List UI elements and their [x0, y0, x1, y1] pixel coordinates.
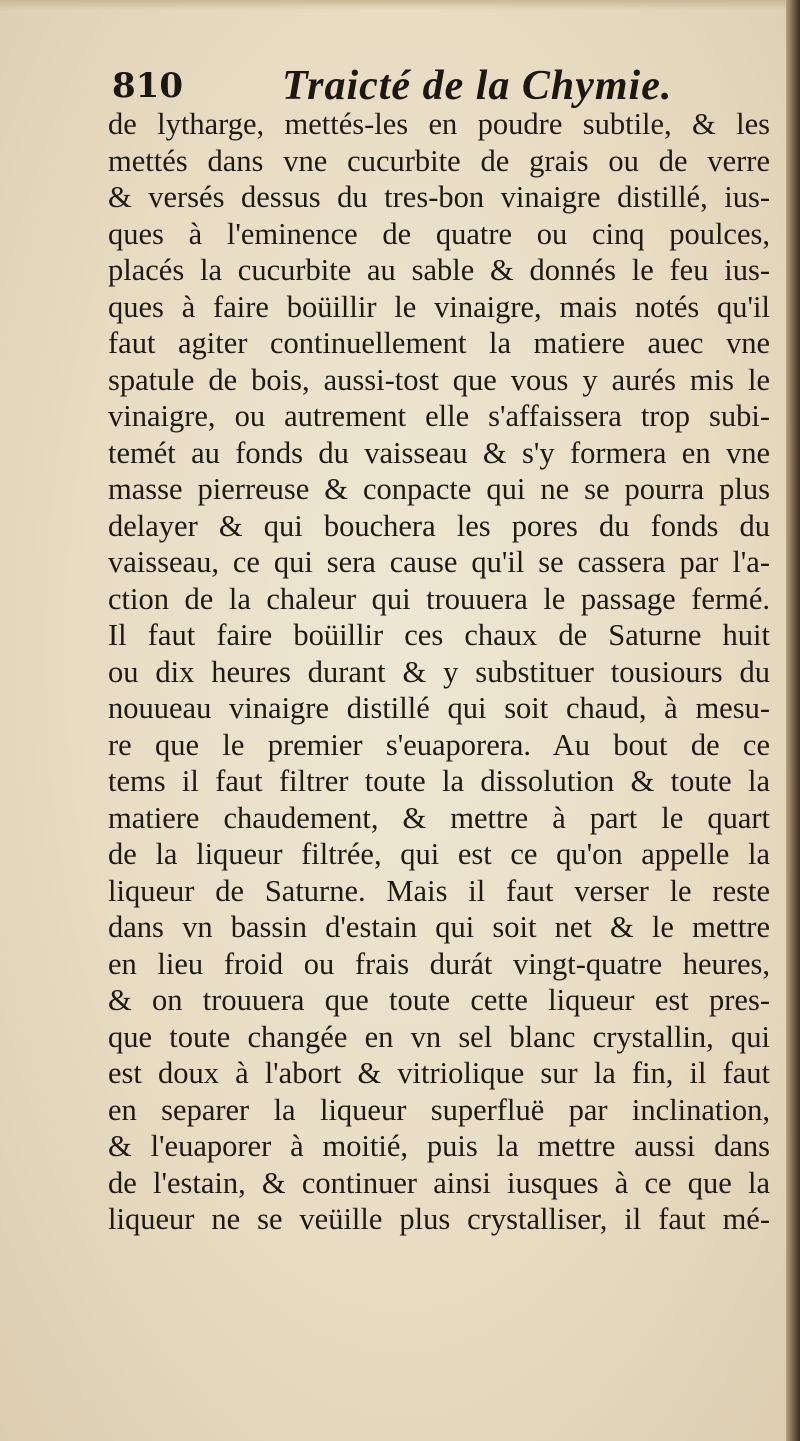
text-line: en lieu froid ou frais durát vingt-quatre heures,: [108, 946, 770, 981]
text-line: de lytharge, mettés-les en poudre subtile, & les: [108, 107, 770, 141]
text-line: & versés dessus du tres-bon vinaigre distillé, ius-: [108, 180, 770, 214]
text-line: tems il faut filtrer toute la dissolution & toute la: [108, 764, 770, 798]
text-line: est doux à l'abort & vitriolique sur la fin, il faut: [108, 1056, 770, 1090]
text-line: masse pierreuse & conpacte qui ne se pourra plus: [108, 472, 770, 506]
text-line: delayer & qui bouchera les pores du fonds du: [108, 508, 770, 543]
text-line: vinaigre, ou autrement elle s'affaissera trop subi-: [108, 399, 770, 433]
text-line: temét au fonds du vaisseau & s'y formera en vne: [108, 435, 770, 470]
page-number: 810: [112, 66, 183, 106]
text-line: ques à faire boüillir le vinaigre, mais notés qu'il: [108, 289, 770, 324]
text-line: & l'euaporer à moitié, puis la mettre aussi dans: [108, 1129, 770, 1163]
text-line: ou dix heures durant & y substituer tousiours du: [108, 654, 770, 689]
text-line: que toute changée en vn sel blanc crystallin, qui: [108, 1019, 770, 1054]
text-line: placés la cucurbite au sable & donnés le feu ius-: [108, 253, 770, 287]
text-line: vaisseau, ce qui sera cause qu'il se cassera par l'a-: [108, 545, 770, 579]
text-line: matiere chaudement, & mettre à part le quart: [108, 800, 770, 835]
text-line: liqueur ne se veüille plus crystalliser, il faut mé-: [108, 1202, 770, 1236]
text-line: spatule de bois, aussi-tost que vous y aurés mis le: [108, 362, 770, 397]
text-line: faut agiter continuellement la matiere auec vne: [108, 326, 770, 360]
text-line: Il faut faire boüillir ces chaux de Saturne huit: [108, 618, 770, 652]
text-line: de la liqueur filtrée, qui est ce qu'on appelle la: [108, 837, 770, 871]
text-line: dans vn bassin d'estain qui soit net & le mettre: [108, 910, 770, 944]
body-text: [108, 106, 770, 1238]
text-line: mettés dans vne cucurbite de grais ou de verre: [108, 143, 770, 178]
text-line: liqueur de Saturne. Mais il faut verser le reste: [108, 873, 770, 908]
text-line: re que le premier s'euaporera. Au bout de ce: [108, 727, 770, 762]
running-title: Traicté de la Chymie.: [282, 63, 673, 109]
text-line: de l'estain, & continuer ainsi iusques à ce que la: [108, 1165, 770, 1200]
page-top-edge: [0, 0, 800, 10]
page-gutter-edge: [786, 0, 800, 1441]
text-line: ques à l'eminence de quatre ou cinq poulces,: [108, 216, 770, 251]
text-line: & on trouuera que toute cette liqueur est pres-: [108, 983, 770, 1017]
text-line: en separer la liqueur superfluë par inclination,: [108, 1092, 770, 1127]
text-line: ction de la chaleur qui trouuera le passage fermé.: [108, 581, 770, 616]
text-line: nouueau vinaigre distillé qui soit chaud, à mesu-: [108, 691, 770, 725]
